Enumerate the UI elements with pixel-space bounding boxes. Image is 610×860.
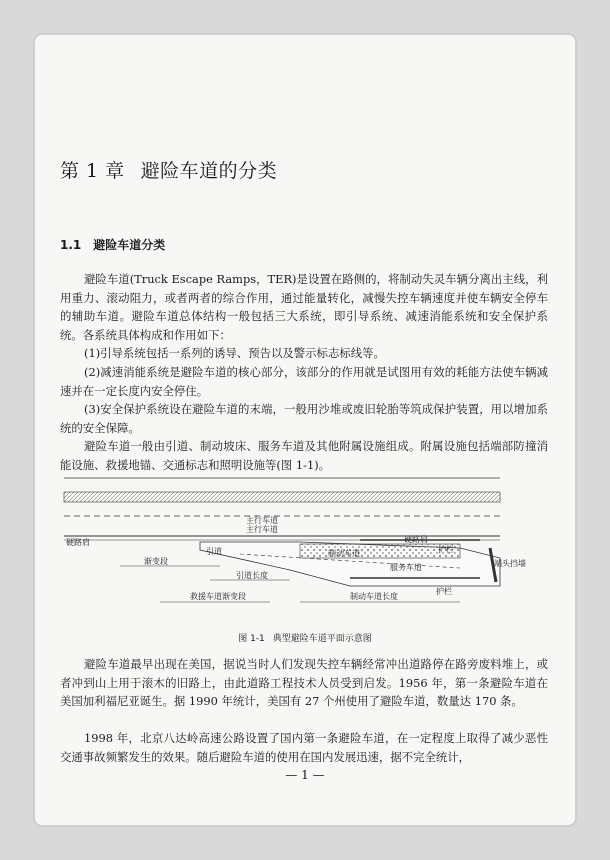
label-main-lane-1: 主行车道 bbox=[246, 516, 278, 525]
label-brake-lane: 制动车道 bbox=[328, 549, 360, 558]
paragraph: 避险车道最早出现在美国，据说当时人们发现失控车辆经常冲出道路停在路旁废料堆上，或者冲到山上用于滚木的旧路上，由此道路工程技术人员受到启发。1956 年，第一条避险车道在美国加利福尼亚诞生。据 1990 年统计，美国有 27 个州使用了避险车道，数量达 170 条。 bbox=[60, 657, 548, 708]
paragraph: 1998 年，北京八达岭高速公路设置了国内第一条避险车道，在一定程度上取得了减少恶性交通事故频繁发生的效果。随后避险车道的使用在国内发展迅速，据不完全统计， bbox=[60, 731, 548, 764]
caption-text: 典型避险车道平面示意图 bbox=[272, 634, 372, 644]
figure-caption bbox=[0, 631, 610, 644]
section-number: 1.1 bbox=[60, 238, 82, 252]
label-hard-shoulder-left: 硬路肩 bbox=[66, 538, 90, 547]
chapter-name: 避险车道的分类 bbox=[140, 160, 278, 182]
paragraph: (2)减速消能系统是避险车道的核心部分，该部分的作用就是试图用有效的耗能方法使车辆减速并在一定长度内安全停住。 bbox=[60, 365, 548, 398]
label-brake-length: 制动车道长度 bbox=[350, 592, 398, 601]
chapter-title bbox=[60, 156, 277, 183]
label-hard-shoulder-right: 硬路肩 bbox=[404, 535, 428, 544]
escape-ramp-diagram bbox=[60, 470, 548, 630]
paragraph: (3)安全保护系统设在避险车道的末端，一般用沙堆或废旧轮胎等筑成保护装置，用以增加系统的安全保障。 bbox=[60, 402, 548, 435]
paragraph: 避险车道一般由引道、制动坡床、服务车道及其他附属设施组成。附属设施包括端部防撞消能设施、救援地锚、交通标志和照明设施等(图 1-1)。 bbox=[60, 439, 548, 472]
label-ramp-taper: 救援车道渐变段 bbox=[190, 592, 246, 601]
section-title bbox=[60, 236, 165, 253]
brake-bed bbox=[300, 544, 460, 558]
label-end-barrier: 端头挡墙 bbox=[494, 559, 526, 568]
label-guide-length: 引道长度 bbox=[236, 571, 268, 580]
label-main-lane-2: 主行车道 bbox=[246, 525, 278, 534]
paragraph: 避险车道(Truck Escape Ramps，TER)是设置在路侧的，将制动失灵车辆分离出主线，利用重力、滚动阻力，或者两者的综合作用，通过能量转化，减慢失控车辆速度并使车辆安全停车的辅助车道。避险车道总体结构一般包括三大系统，即引导系统、减速消能系统和安全保护系统。各系统具体构成和作用如下： bbox=[60, 272, 548, 342]
label-taper: 渐变段 bbox=[144, 557, 168, 566]
median-strip bbox=[64, 492, 500, 502]
section-name: 避险车道分类 bbox=[93, 238, 166, 252]
label-guardrail-top: 护栏 bbox=[438, 545, 454, 554]
page-number: — 1 — bbox=[285, 768, 325, 782]
chapter-number: 第 1 章 bbox=[60, 160, 125, 182]
caption-number: 图 1-1 bbox=[238, 634, 265, 644]
label-guardrail-bottom: 护栏 bbox=[436, 587, 452, 596]
label-service-lane: 服务车道 bbox=[390, 563, 422, 572]
paragraph: (1)引导系统包括一系列的诱导、预告以及警示标志标线等。 bbox=[84, 346, 385, 360]
label-guide-way: 引道 bbox=[206, 547, 222, 556]
escape-ramp-figure bbox=[60, 470, 548, 630]
